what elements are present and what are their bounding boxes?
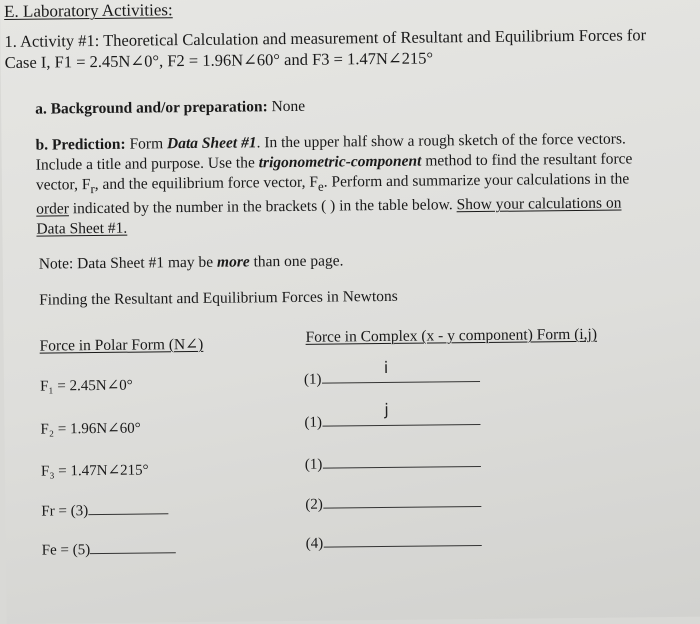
- handwritten-i-mark: i: [383, 357, 389, 377]
- force-f1: F₁ = 2.45N∠0°: [39, 377, 133, 395]
- section-heading: E. Laboratory Activities:: [4, 0, 173, 21]
- complex-f2-blank: [322, 412, 480, 427]
- activity-title-line-2: Case I, F1 = 2.45N∠0°, F2 = 1.96N∠60° and F3 = 1.47N∠215°: [4, 48, 434, 72]
- force-fe-row: [42, 540, 177, 559]
- complex-f1-row: [304, 369, 480, 389]
- background-label: a. Background and/or preparation:: [35, 98, 268, 118]
- handwritten-j-mark: j: [384, 399, 389, 419]
- prediction-line-3: vector, $F_r$, and the equilibrium force vector, $F_e$. Perform and summarize your calculations in the: [35, 170, 630, 197]
- complex-f1-blank: [321, 369, 479, 384]
- complex-fr-label: (2): [305, 496, 323, 513]
- complex-f3-row: [305, 454, 481, 474]
- activity-title-line-1: 1. Activity #1: Theoretical Calculation and measurement of Resultant and Equilibrium Forces for: [4, 25, 647, 51]
- force-fr-blank: [88, 501, 168, 515]
- finding-heading: Finding the Resultant and Equilibrium Forces in Newtons: [39, 287, 398, 309]
- note-text: Note: Data Sheet #1 may be more than one page.: [38, 252, 344, 273]
- complex-fe-row: [306, 533, 482, 553]
- complex-fr-blank: [323, 494, 481, 509]
- prediction-line-4: order indicated by the number in the brackets ( ) in the table below. Show your calculations on: [36, 194, 622, 218]
- complex-fe-label: (4): [305, 535, 324, 552]
- polar-form-header: Force in Polar Form (N∠): [39, 335, 204, 355]
- prediction-paragraph: [35, 129, 633, 239]
- complex-fr-row: [305, 494, 481, 514]
- prediction-line-2: Include a title and purpose. Use the trigonometric-component method to find the resultant force: [35, 150, 633, 174]
- complex-f2-row: [304, 412, 480, 432]
- complex-f3-label: (1): [304, 456, 323, 473]
- force-fr: Fr = (3): [41, 503, 89, 520]
- complex-f2-label: (1): [304, 414, 323, 431]
- complex-f1-label: (1): [303, 371, 322, 388]
- force-f2: F₂ = 1.96N∠60°: [40, 420, 141, 438]
- complex-f3-blank: [322, 454, 480, 469]
- prediction-line-1: b. Prediction: Form Data Sheet #1. In the upper half show a rough sketch of the force vectors.: [35, 130, 626, 154]
- complex-form-header: Force in Complex (x - y component) Form (i,j): [305, 325, 598, 346]
- background-value: None: [267, 97, 306, 116]
- force-f3: F₃ = 1.47N∠215°: [40, 462, 149, 480]
- prediction-line-5: Data Sheet #1.: [36, 219, 128, 238]
- background-line: [35, 98, 305, 119]
- force-fe: Fe = (5): [41, 542, 91, 559]
- complex-fe-blank: [323, 533, 481, 548]
- force-fr-row: [41, 501, 168, 520]
- force-fe-blank: [90, 540, 176, 554]
